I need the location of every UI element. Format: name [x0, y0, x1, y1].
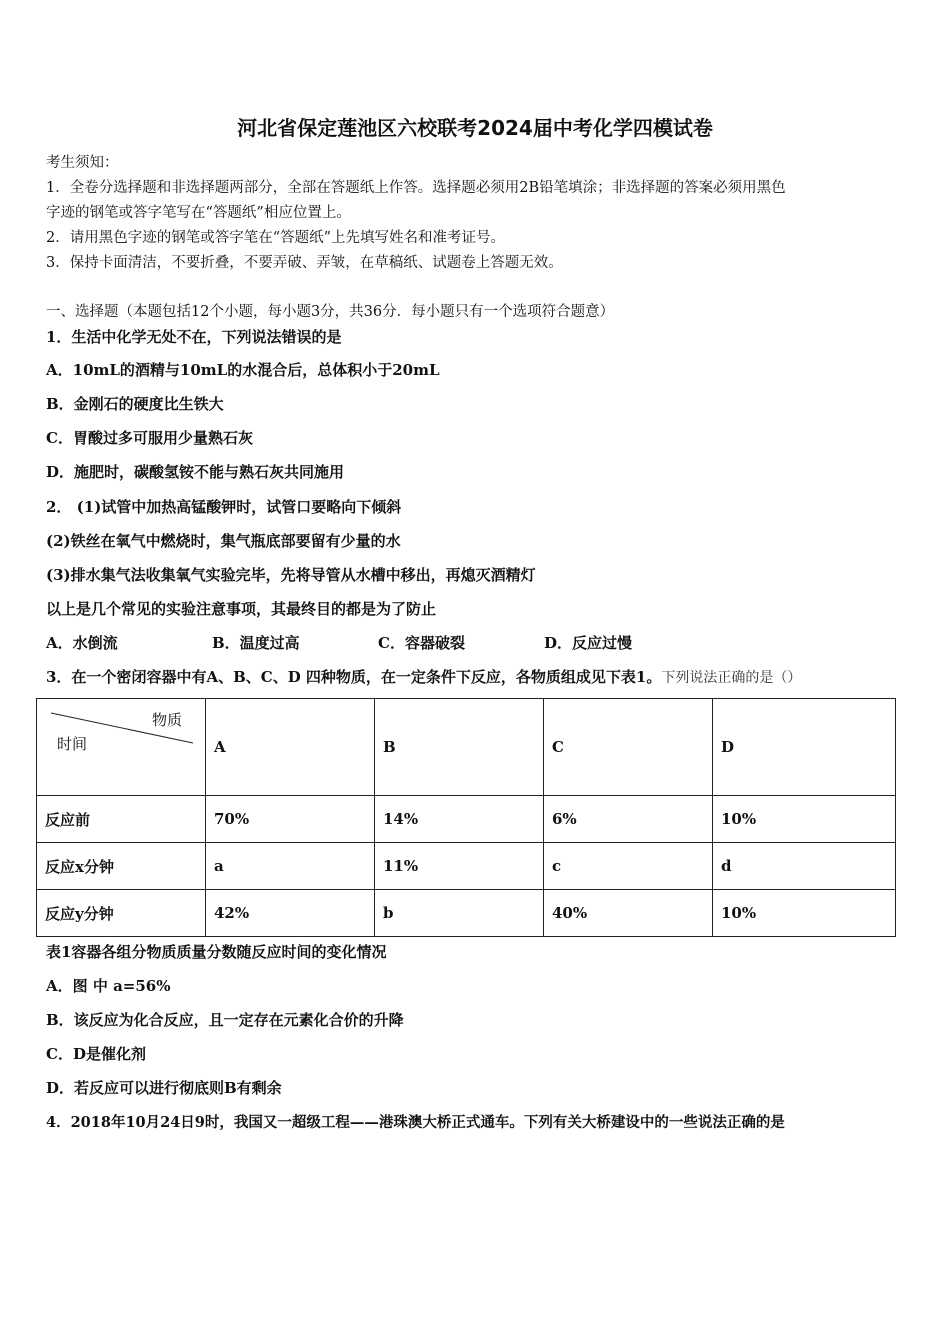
table-cell: c: [544, 843, 713, 890]
table-cell: 6%: [544, 796, 713, 843]
table-header-cell: B: [375, 699, 544, 796]
q4-stem: 4．2018年10月24日9时，我国又一超级工程——港珠澳大桥正式通车。下列有关大桥建设中的一些说法正确的是: [46, 1114, 785, 1131]
table-cell: 10%: [713, 890, 896, 937]
row-label: 反应x分钟: [37, 843, 206, 890]
table-cell: 14%: [375, 796, 544, 843]
table-cell: 11%: [375, 843, 544, 890]
page-title: 河北省保定莲池区六校联考2024届中考化学四模试卷: [237, 116, 713, 140]
table-header-cell: A: [206, 699, 375, 796]
q3-stem: 3．在一个密闭容器中有A、B、C、D 四种物质，在一定条件下反应，各物质组成见下表1。: [46, 668, 662, 686]
table-row: [37, 796, 896, 843]
table-cell: 10%: [713, 796, 896, 843]
q3-option: B．该反应为化合反应，且一定存在元素化合价的升降: [46, 1011, 404, 1029]
table-header-cell: C: [544, 699, 713, 796]
q3-stem-line: [46, 667, 801, 688]
table-cell: 40%: [544, 890, 713, 937]
corner-bottom-label: 时间: [57, 735, 88, 753]
q1-option: A．10mL的酒精与10mL的水混合后，总体积小于20mL: [46, 361, 440, 379]
row-label: 反应前: [37, 796, 206, 843]
q2-line: (2)铁丝在氧气中燃烧时，集气瓶底部要留有少量的水: [46, 532, 401, 550]
q1-stem: 1．生活中化学无处不在，下列说法错误的是: [46, 328, 342, 346]
composition-table: [36, 698, 896, 937]
table-header-row: [37, 699, 896, 796]
q2-options: [46, 633, 632, 653]
table-cell: 42%: [206, 890, 375, 937]
table-caption: 表1容器各组分物质质量分数随反应时间的变化情况: [46, 943, 387, 961]
notice-item: 3．保持卡面清洁，不要折叠，不要弄破、弄皱，在草稿纸、试题卷上答题无效。: [46, 255, 563, 271]
notice-item: 1．全卷分选择题和非选择题两部分，全部在答题纸上作答。选择题必须用2B铅笔填涂；非选择题的答案必须用黑色: [46, 180, 786, 196]
notice-item: 2．请用黑色字迹的钢笔或答字笔在“答题纸”上先填写姓名和准考证号。: [46, 230, 506, 246]
notice-heading: 考生须知：: [46, 155, 119, 171]
q1-option: D．施肥时，碳酸氢铵不能与熟石灰共同施用: [46, 463, 345, 481]
q1-option: B．金刚石的硬度比生铁大: [46, 395, 224, 413]
q2-option: D．反应过慢: [544, 634, 633, 652]
q3-option: D．若反应可以进行彻底则B有剩余: [46, 1079, 282, 1097]
q2-line: (3)排水集气法收集氧气实验完毕，先将导管从水槽中移出，再熄灭酒精灯: [46, 566, 536, 584]
q1-option: C．胃酸过多可服用少量熟石灰: [46, 429, 253, 447]
table-cell: a: [206, 843, 375, 890]
table-cell: 70%: [206, 796, 375, 843]
table-row: [37, 890, 896, 937]
q3-option: C．D是催化剂: [46, 1045, 146, 1063]
row-label: 反应y分钟: [37, 890, 206, 937]
table-corner-cell: [37, 699, 206, 796]
section-heading: 一、选择题（本题包括12个小题，每小题3分，共36分．每小题只有一个选项符合题意）: [46, 304, 615, 320]
q3-stem-tail: 下列说法正确的是（）: [661, 670, 802, 686]
q2-option: B．温度过高: [212, 634, 300, 652]
notice-item: 字迹的钢笔或答字笔写在“答题纸”相应位置上。: [46, 205, 351, 221]
q3-option: A．图 中 a=56%: [46, 977, 171, 995]
table-cell: b: [375, 890, 544, 937]
q2-line: 2． (1)试管中加热高锰酸钾时，试管口要略向下倾斜: [46, 498, 402, 516]
corner-top-label: 物质: [152, 711, 183, 729]
table-cell: d: [713, 843, 896, 890]
q2-option: A．水倒流: [46, 634, 118, 652]
q2-line: 以上是几个常见的实验注意事项，其最终目的都是为了防止: [46, 600, 437, 618]
table-row: [37, 843, 896, 890]
q2-option: C．容器破裂: [378, 634, 465, 652]
table-header-cell: D: [713, 699, 896, 796]
